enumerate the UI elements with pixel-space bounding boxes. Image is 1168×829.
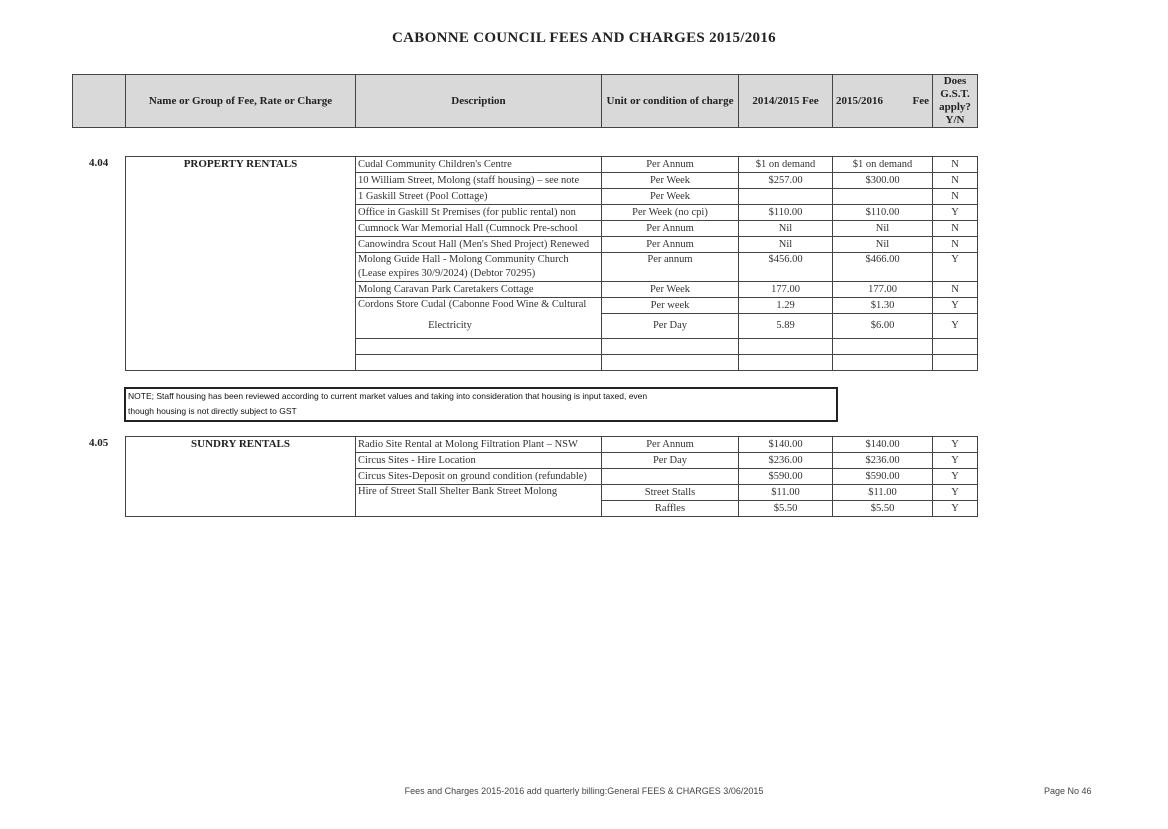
row-gst: N [933,173,978,189]
row-description: Canowindra Scout Hall (Men's Shed Project) Renewed [356,237,602,253]
row-gst: Y [933,501,978,517]
row-gst: Y [933,253,978,282]
note-line-2: though housing is not directly subject to GST [128,406,297,416]
row-unit: Per Annum [602,237,739,253]
header-fee-2014: 2014/2015 Fee [739,75,833,128]
row-gst: N [933,282,978,298]
section-number: 4.05 [89,437,109,449]
row-unit [602,469,739,485]
empty-cell [739,355,833,371]
row-unit: Per annum [602,253,739,282]
footer-page-number: Page No 46 [1044,786,1092,796]
row-fee-curr: $1.30 [833,298,933,314]
empty-cell [933,339,978,355]
header-fee-2015-label: Fee [912,94,929,107]
row-gst: N [933,237,978,253]
header-name: Name or Group of Fee, Rate or Charge [126,75,356,128]
row-fee-curr: $1 on demand [833,157,933,173]
row-fee-prev: 177.00 [739,282,833,298]
section-number: 4.04 [89,157,109,169]
row-gst: Y [933,298,978,314]
row-fee-prev: Nil [739,221,833,237]
row-unit: Per Week (no cpi) [602,205,739,221]
row-gst: N [933,157,978,173]
row-fee-curr: $236.00 [833,453,933,469]
empty-cell [739,339,833,355]
header-gst: Does G.S.T. apply? Y/N [933,75,978,128]
row-description: Circus Sites - Hire Location [356,453,602,469]
row-unit: Per Day [602,314,739,339]
header-blank-cell [73,75,126,128]
row-description: Molong Caravan Park Caretakers Cottage [356,282,602,298]
row-gst: Y [933,453,978,469]
row-description: Cumnock War Memorial Hall (Cumnock Pre-school [356,221,602,237]
row-description: Cordons Store Cudal (Cabonne Food Wine & Cultural [356,298,602,339]
row-gst: Y [933,485,978,501]
empty-cell [833,355,933,371]
section-title: PROPERTY RENTALS [126,157,356,371]
section-title: SUNDRY RENTALS [126,437,356,517]
row-fee-curr: $11.00 [833,485,933,501]
note-line-1: NOTE; Staff housing has been reviewed according to current market values and taking into consideration that housing is input taxed, even [128,391,648,401]
empty-cell [602,339,739,355]
footer-file: Fees and Charges 2015-2016 add quarterly billing:General FEES & CHARGES 3/06/2015 [404,786,764,796]
row-unit: Per Annum [602,221,739,237]
row-description: Circus Sites-Deposit on ground condition (refundable) [356,469,602,485]
row-unit: Per Day [602,453,739,469]
row-fee-prev: $590.00 [739,469,833,485]
row-fee-curr: $590.00 [833,469,933,485]
row-fee-curr [833,189,933,205]
staff-housing-note [124,387,838,422]
row-fee-prev: Nil [739,237,833,253]
row-description: Radio Site Rental at Molong Filtration Plant – NSW [356,437,602,453]
row-gst: Y [933,437,978,453]
row-description: 1 Gaskill Street (Pool Cottage) [356,189,602,205]
empty-cell [933,355,978,371]
row-unit: Per Week [602,173,739,189]
electricity-label: Electricity [428,320,472,331]
row-unit: Per week [602,298,739,314]
row-fee-curr: 177.00 [833,282,933,298]
row-fee-prev: $456.00 [739,253,833,282]
empty-cell [602,355,739,371]
row-fee-curr: $6.00 [833,314,933,339]
empty-cell [356,339,602,355]
row-unit: Per Annum [602,157,739,173]
row-fee-prev: $5.50 [739,501,833,517]
row-fee-prev: $257.00 [739,173,833,189]
row-gst: N [933,221,978,237]
property-rentals-table [125,156,978,371]
row-fee-prev: $1 on demand [739,157,833,173]
row-fee-prev: $11.00 [739,485,833,501]
row-description: Office in Gaskill St Premises (for public rental) non [356,205,602,221]
header-unit: Unit or condition of charge [602,75,739,128]
row-fee-prev: 1.29 [739,298,833,314]
row-fee-curr: Nil [833,237,933,253]
row-description: Molong Guide Hall - Molong Community Church (Lease expires 30/9/2024) (Debtor 70295) [356,253,602,282]
row-fee-curr: Nil [833,221,933,237]
column-header-table [72,74,978,128]
row-description: Cudal Community Children's Centre [356,157,602,173]
row-unit: Street Stalls [602,485,739,501]
row-fee-prev: 5.89 [739,314,833,339]
row-fee-prev: $140.00 [739,437,833,453]
row-unit: Per Week [602,189,739,205]
row-gst: Y [933,314,978,339]
row-fee-curr: $140.00 [833,437,933,453]
sundry-rentals-table [125,436,978,517]
row-fee-curr: $466.00 [833,253,933,282]
row-gst: N [933,189,978,205]
header-description: Description [356,75,602,128]
row-unit: Per Week [602,282,739,298]
row-gst: Y [933,205,978,221]
header-fee-2015 [833,75,933,128]
row-fee-prev: $110.00 [739,205,833,221]
row-description: 10 William Street, Molong (staff housing) – see note [356,173,602,189]
row-fee-curr: $300.00 [833,173,933,189]
row-fee-prev: $236.00 [739,453,833,469]
row-fee-prev [739,189,833,205]
row-description: Hire of Street Stall Shelter Bank Street Molong [356,485,602,517]
empty-cell [356,355,602,371]
header-fee-2015-year: 2015/2016 [836,94,884,107]
row-gst: Y [933,469,978,485]
row-fee-curr: $110.00 [833,205,933,221]
empty-cell [833,339,933,355]
page-title: CABONNE COUNCIL FEES AND CHARGES 2015/2016 [392,30,776,46]
row-unit: Per Annum [602,437,739,453]
row-unit: Raffles [602,501,739,517]
row-fee-curr: $5.50 [833,501,933,517]
